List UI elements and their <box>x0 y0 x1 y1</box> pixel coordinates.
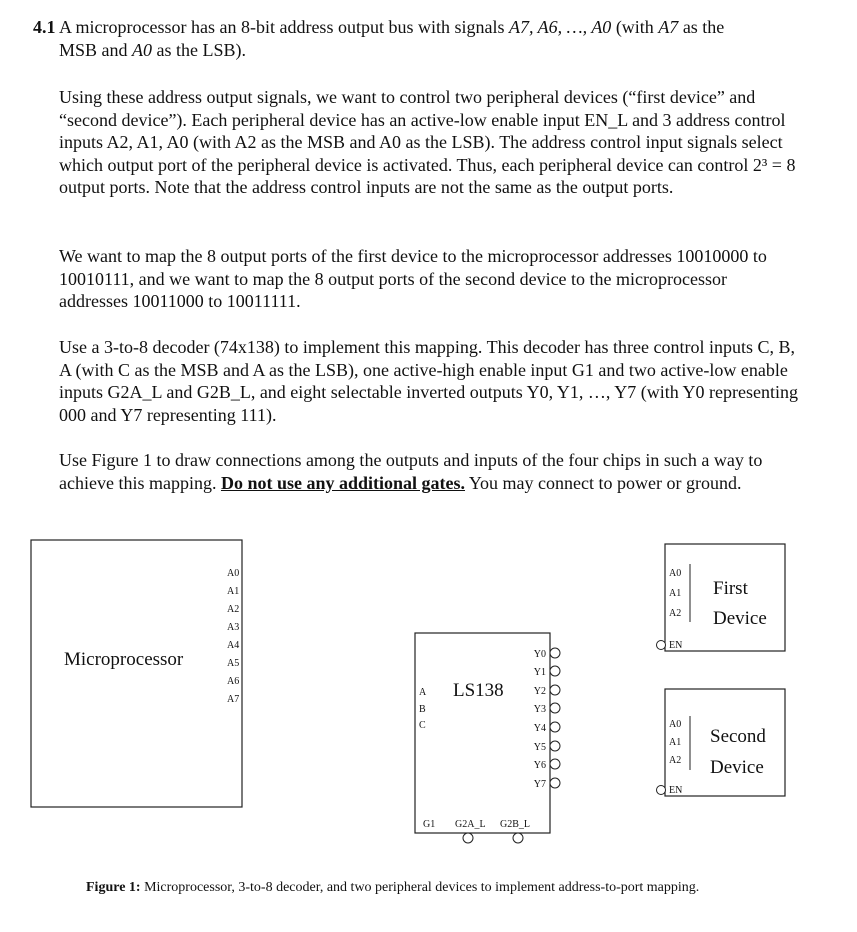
mp-pin-a0: A0 <box>227 568 240 579</box>
decoder-input-b: B <box>419 704 426 715</box>
caption-text: Microprocessor, 3-to-8 decoder, and two peripheral devices to implement address-to-port mapping. <box>140 880 700 895</box>
decoder-enable-g2a: G2A_L <box>455 819 486 830</box>
first-device-label-2: Device <box>713 608 767 629</box>
y2-bubble <box>550 685 560 695</box>
first-device-label-1: First <box>713 578 748 599</box>
first-device-pins <box>669 568 682 651</box>
microprocessor-box <box>31 540 242 807</box>
instructions <box>59 449 799 494</box>
y3-bubble <box>550 703 560 713</box>
decoder-output-y0: Y0 <box>533 649 546 660</box>
decoder-enable-bubbles <box>463 833 523 843</box>
decoder-output-y7: Y7 <box>533 779 546 790</box>
decoder-input-c: C <box>419 720 426 731</box>
decoder-outputs <box>534 649 546 790</box>
mp-pin-a2: A2 <box>227 604 240 615</box>
mp-pin-a4: A4 <box>227 640 240 651</box>
decoder-output-bubbles <box>550 646 560 788</box>
decoder-description: Use a 3-to-8 decoder (74x138) to implement this mapping. This decoder has three control inputs C, B, A (with C as the MSB and A as the LSB), one active-high enable input G1 and two active-low enable inputs G2A_L and G2B_L, and eight selectable inverted outputs Y0, Y1, …, Y7 (with Y0 representing 000 and Y7 representing 111). <box>59 337 799 425</box>
decoder-output-y4: Y4 <box>533 723 546 734</box>
decoder-enable-g1: G1 <box>423 819 436 830</box>
second-device-en-bubble <box>657 786 666 795</box>
second-device-pins <box>669 719 682 796</box>
decoder-output-y2: Y2 <box>533 686 546 697</box>
mapping-requirement: We want to map the 8 output ports of the first device to the microprocessor addresses 10010000 to 10010111, and we want to map the 8 output ports of the second device to the microprocessor addresses 10011000 to 10011111. <box>59 246 767 311</box>
decoder-box <box>415 633 550 833</box>
decoder-output-y1: Y1 <box>533 667 546 678</box>
microprocessor-label: Microprocessor <box>64 649 184 670</box>
g2a-bubble <box>463 833 473 843</box>
y5-bubble <box>550 741 560 751</box>
intro-text-e: as the LSB). <box>152 39 247 60</box>
first-device-pin-a2: A2 <box>669 608 682 619</box>
intro-text-b: (with <box>611 17 659 37</box>
intro-text-d: MSB and <box>59 39 133 60</box>
figure-1 <box>0 530 857 875</box>
decoder-input-a: A <box>419 687 427 698</box>
microprocessor-pins <box>227 568 239 705</box>
second-device-pin-a0: A0 <box>669 719 682 730</box>
first-device-pin-a0: A0 <box>669 568 682 579</box>
decoder-output-y3: Y3 <box>533 704 546 715</box>
decoder-enables <box>423 819 530 830</box>
caption-label: Figure 1: <box>86 880 141 895</box>
mp-pin-a3: A3 <box>227 622 240 633</box>
peripheral-description: Using these address output signals, we want to control two peripheral devices (“first device” and “second device”). Each peripheral device has an active-low enable input EN_L and 3 address control inputs A2, A1, A0 (with A2 as the MSB and A0 as the LSB). The address control input signals select which output port of the peripheral device is activated. Thus, each peripheral device can control 2³ = 8 output ports. Note that the address control inputs are not the same as the output ports. <box>59 87 796 197</box>
instructions-text-a: Use Figure 1 to draw connections among the outputs and inputs of the four chips in such a way to achieve this mapping. <box>59 450 763 493</box>
second-device-label-2: Device <box>710 757 764 778</box>
mp-pin-a7: A7 <box>227 694 240 705</box>
decoder-enable-g2b: G2B_L <box>500 819 530 830</box>
g2b-bubble <box>513 833 523 843</box>
first-device-en-bubble <box>657 641 666 650</box>
intro-lsb: A0 <box>132 39 153 60</box>
second-device-label-1: Second <box>710 726 766 747</box>
intro-signals: A7, A6, …, A0 <box>508 17 612 37</box>
decoder-output-y6: Y6 <box>533 760 546 771</box>
y4-bubble <box>550 722 560 732</box>
mp-pin-a1: A1 <box>227 586 240 597</box>
decoder-label: LS138 <box>453 680 504 701</box>
intro-text-a: A microprocessor has an 8-bit address output bus with signals <box>59 17 509 37</box>
second-device-pin-a2: A2 <box>669 755 682 766</box>
intro-msb: A7 <box>658 17 679 37</box>
intro-text-c: as the <box>678 17 725 37</box>
mp-pin-a5: A5 <box>227 658 240 669</box>
figure-caption <box>86 880 699 896</box>
y1-bubble <box>550 666 560 676</box>
second-device-pin-a1: A1 <box>669 737 682 748</box>
no-gates-emphasis: Do not use any additional gates. <box>220 472 466 493</box>
y0-bubble <box>550 648 560 658</box>
instructions-text-b: You may connect to power or ground. <box>465 472 742 493</box>
first-device-pin-a1: A1 <box>669 588 682 599</box>
decoder-inputs <box>419 687 427 731</box>
problem-intro <box>33 16 803 61</box>
second-device-pin-en: EN <box>669 785 683 796</box>
mp-pin-a6: A6 <box>227 676 240 687</box>
decoder-output-y5: Y5 <box>533 742 546 753</box>
first-device-pin-en: EN <box>669 640 683 651</box>
problem-number: 4.1 <box>33 17 56 37</box>
y6-bubble <box>550 759 560 769</box>
y7-bubble <box>550 778 560 788</box>
